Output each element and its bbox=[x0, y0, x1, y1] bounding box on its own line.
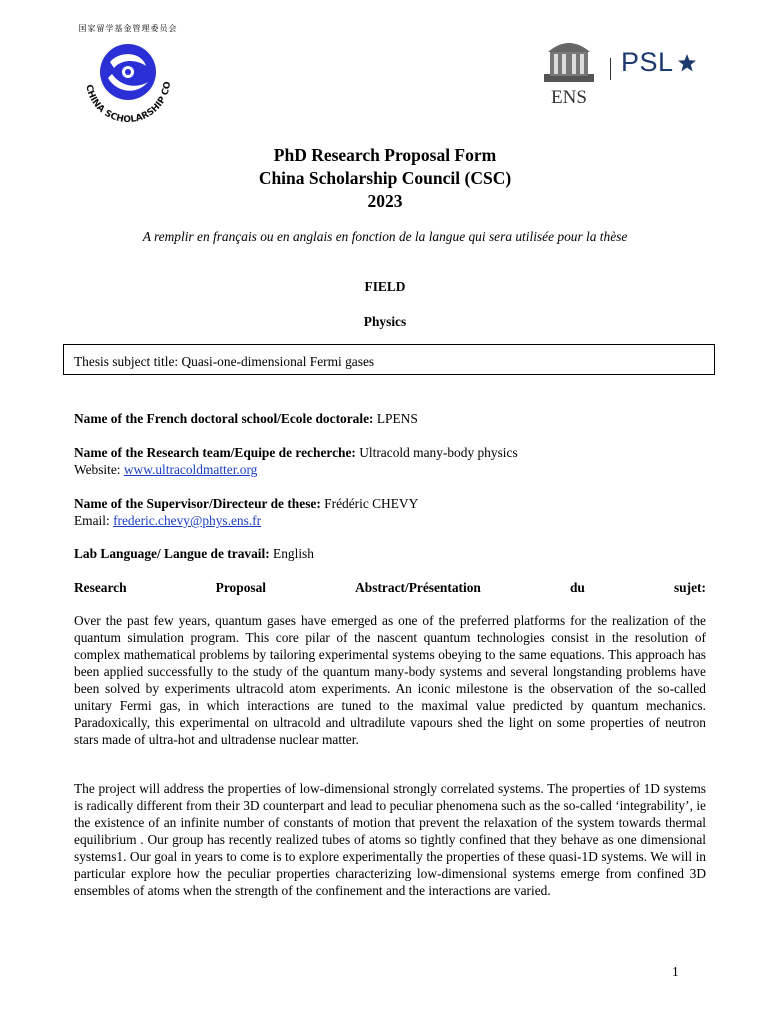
page-number: 1 bbox=[672, 964, 679, 979]
supervisor-label: Name of the Supervisor/Directeur de these: bbox=[74, 496, 321, 511]
page-subtitle: China Scholarship Council (CSC) bbox=[258, 168, 512, 188]
language-instruction: A remplir en français ou en anglais en fonction de la langue qui sera utilisée pour la thèse bbox=[142, 229, 628, 244]
email-label: Email: bbox=[74, 513, 114, 528]
doctoral-school-row bbox=[74, 410, 714, 427]
abstract-paragraph-2: The project will address the properties of low-dimensional strongly correlated systems. The properties of 1D systems is radically different from their 3D counterpart and lead to peculiar phenomena such as the so-called ‘integrability’, ie the existence of an infinite number of constants of motion that prevent the relaxation of the system towards thermal equilibrium . Our group has recently realized tubes of atoms so tightly confined that they behave as one dimensional systems1. Our goal in years to come is to explore experimentally the properties of these quasi-1D systems. We will in particular explore how the peculiar properties characterizing low-dimensional systems emerge from confined 3D ensembles of atoms when the strength of the confinement and the interactions are varied. bbox=[74, 781, 706, 898]
website-label: Website: bbox=[74, 462, 124, 477]
psl-logo bbox=[621, 47, 711, 83]
csc-logo-chinese: 国家留学基金管理委员会 bbox=[78, 24, 178, 33]
star-icon bbox=[677, 53, 697, 73]
psl-logo-text: PSL bbox=[621, 47, 674, 77]
doctoral-school-value: LPENS bbox=[373, 411, 418, 426]
csc-logo bbox=[72, 22, 184, 134]
research-team-label: Name of the Research team/Equipe de recherche: bbox=[74, 445, 356, 460]
lab-language-label: Lab Language/ Langue de travail: bbox=[74, 546, 270, 561]
thesis-title-box bbox=[63, 344, 715, 375]
abstract-heading-word: Proposal bbox=[215, 580, 267, 595]
logo-divider bbox=[610, 58, 611, 80]
abstract-heading-word: sujet: bbox=[673, 580, 706, 595]
field-label: FIELD bbox=[364, 279, 406, 294]
ens-logo-text: ENS bbox=[551, 87, 587, 108]
abstract-heading-word: du bbox=[569, 580, 585, 595]
research-team-row bbox=[74, 444, 714, 461]
abstract-heading-word: Research bbox=[74, 580, 127, 595]
doctoral-school-label: Name of the French doctoral school/Ecole doctorale: bbox=[74, 411, 374, 426]
research-team-value: Ultracold many-body physics bbox=[355, 445, 518, 460]
ens-logo bbox=[536, 36, 602, 108]
abstract-heading bbox=[74, 579, 706, 596]
email-row bbox=[74, 512, 714, 529]
abstract-heading-word: Abstract/Présentation bbox=[355, 580, 481, 595]
supervisor-value: Frédéric CHEVY bbox=[320, 496, 419, 511]
csc-logo-text: CHINA SCHOLARSHIP CO bbox=[83, 80, 174, 126]
website-row bbox=[74, 461, 714, 478]
page-year: 2023 bbox=[367, 191, 403, 211]
website-link[interactable]: www.ultracoldmatter.org bbox=[123, 462, 258, 477]
lab-language-value: English bbox=[269, 546, 314, 561]
lab-language-row bbox=[74, 545, 714, 562]
supervisor-row bbox=[74, 495, 714, 512]
page-title: PhD Research Proposal Form bbox=[273, 145, 497, 165]
field-value: Physics bbox=[363, 314, 407, 329]
email-link[interactable]: frederic.chevy@phys.ens.fr bbox=[113, 513, 262, 528]
abstract-paragraph-1: Over the past few years, quantum gases have emerged as one of the preferred platforms for the realization of the quantum simulation program. This core pilar of the nascent quantum technologies consist in the resolution of complex mathematical problems by tailoring experimental systems obeying to the same equations. This approach has been applied successfully to the study of the quantum many-body systems and several longstanding problems have been solved by experiments ultracold atom experiments. An iconic milestone is the observation of the so-called unitary Fermi gas, in which interactions are tuned to the maximal value predicted by quantum mechanics. Paradoxically, this experimental on ultracold and ultradilute vapours shed the light on some properties of neutron stars made of ultra-hot and ultradense nuclear matter. bbox=[74, 613, 706, 747]
thesis-title: Thesis subject title: Quasi-one-dimensional Fermi gases bbox=[74, 354, 375, 369]
